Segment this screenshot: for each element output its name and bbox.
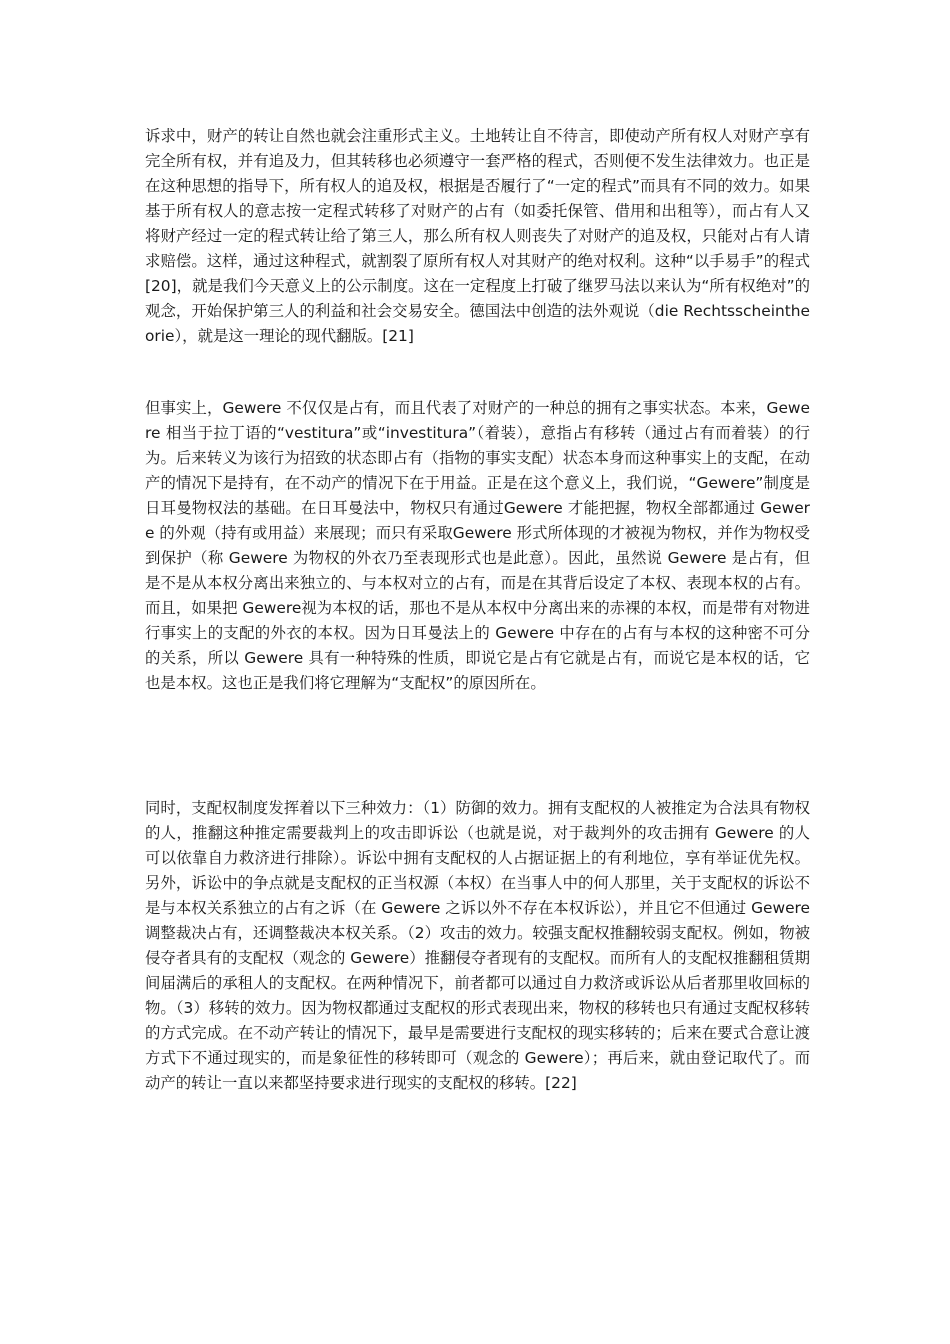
paragraph-formalism-transfer: 诉求中，财产的转让自然也就会注重形式主义。土地转让自不待言，即使动产所有权人对财产享有完全所有权，并有追及力，但其转移也必须遵守一套严格的程式，否则便不发生法律效力。也正是在这种思想的指导下，所有权人的追及权，根据是否履行了“一定的程式”而具有不同的效力。如果基于所有权人的意志按一定程式转移了对财产的占有（如委托保管、借用和出租等），而占有人又将财产经过一定的程式转让给了第三人，那么所有权人则丧失了对财产的追及权，只能对占有人请求赔偿。这样，通过这种程式，就割裂了原所有权人对其财产的绝对权利。这种“以手易手”的程式[20]，就是我们今天意义上的公示制度。这在一定程度上打破了继罗马法以来认为“所有权绝对”的观念，开始保护第三人的利益和社会交易安全。德国法中创造的法外观说（die Rechtsscheintheorie），就是这一理论的现代翻版。[21]	[145, 127, 810, 345]
paragraph-gewere-definition: 但事实上，Gewere 不仅仅是占有，而且代表了对财产的一种总的拥有之事实状态。本来，Gewere 相当于拉丁语的“vestitura”或“investitura”（着装），意指占有移转（通过占有而着装）的行为。后来转义为该行为招致的状态即占有（指物的事实支配）状态本身而这种事实上的支配，在动产的情况下是持有，在不动产的情况下在于用益。正是在这个意义上，我们说，“Gewere”制度是日耳曼物权法的基础。在日耳曼法中，物权只有通过Gewere 才能把握，物权全部都通过 Gewere 的外观（持有或用益）来展现；而只有采取Gewere 形式所体现的才被视为物权，并作为物权受到保护（称 Gewere 为物权的外衣乃至表现形式也是此意）。因此，虽然说 Gewere 是占有，但是不是从本权分离出来独立的、与本权对立的占有，而是在其背后设定了本权、表现本权的占有。而且，如果把 Gewere视为本权的话，那也不是从本权中分离出来的赤裸的本权，而是带有对物进行事实上的支配的外衣的本权。因为日耳曼法上的 Gewere 中存在的占有与本权的这种密不可分的关系，所以 Gewere 具有一种特殊的性质，即说它是占有它就是占有，而说它是本权的话，它也是本权。这也正是我们将它理解为“支配权”的原因所在。	[145, 399, 810, 692]
paragraph-gewere-effects: 同时，支配权制度发挥着以下三种效力：（1）防御的效力。拥有支配权的人被推定为合法具有物权的人，推翻这种推定需要裁判上的攻击即诉讼（也就是说，对于裁判外的攻击拥有 Gewere 的人可以依靠自力救济进行排除）。诉讼中拥有支配权的人占据证据上的有利地位，享有举证优先权。另外，诉讼中的争点就是支配权的正当权源（本权）在当事人中的何人那里，关于支配权的诉讼不是与本权关系独立的占有之诉（在 Gewere 之诉以外不存在本权诉讼），并且它不但通过 Gewere 调整裁决占有，还调整裁决本权关系。（2）攻击的效力。较强支配权推翻较弱支配权。例如，物被侵夺者具有的支配权（观念的 Gewere）推翻侵夺者现有的支配权。而所有人的支配权推翻租赁期间届满后的承租人的支配权。在两种情况下，前者都可以通过自力救济或诉讼从后者那里收回标的物。（3）移转的效力。因为物权都通过支配权的形式表现出来，物权的移转也只有通过支配权移转的方式完成。在不动产转让的情况下，最早是需要进行支配权的现实移转的；后来在要式合意让渡方式下不通过现实的，而是象征性的移转即可（观念的 Gewere）；再后来，就由登记取代了。而动产的转让一直以来都坚持要求进行现实的支配权的移转。[22]	[145, 799, 810, 1092]
